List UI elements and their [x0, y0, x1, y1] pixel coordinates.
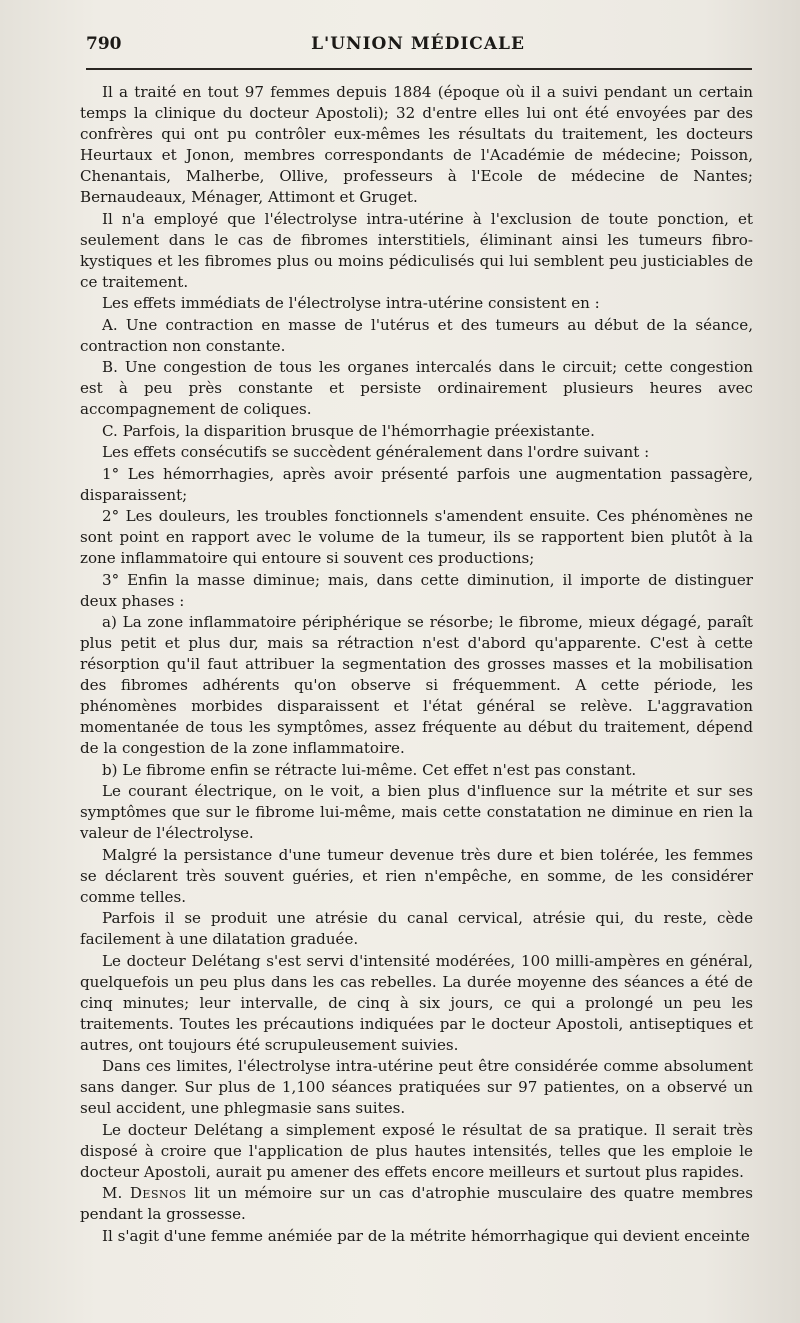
paragraph: Parfois il se produit une atrésie du canal cervical, atrésie qui, du reste, cède facilement à une dilatation graduée.	[80, 909, 753, 948]
desnos-rest: lit un mémoire sur un cas d'atrophie musculaire des quatre membres pendant la grossesse.	[80, 1184, 753, 1223]
author-name: Desnos	[129, 1184, 187, 1202]
paragraph: 1° Les hémorrhagies, après avoir présenté parfois une augmentation passagère, disparaissent;	[80, 464, 753, 504]
paragraph: Le docteur Delétang s'est servi d'intensité modérées, 100 milli-ampères en général, quelquefois un peu plus dans les cas rebelles. La durée moyenne des séances a été de cinq minutes; leur intervalle, de cinq à six jours, ce qui a prolongé un peu les traitements. Toutes les précautions indiquées par le docteur Apostoli, antiseptiques et autres, ont toujours été scrupuleusement suivies.	[80, 951, 753, 1054]
paragraph: Les effets immédiats de l'électrolyse intra-utérine consistent en :	[102, 294, 600, 312]
paragraph: Le docteur Delétang a simplement exposé le résultat de sa pratique. Il serait très disposé à croire que l'application de plus hautes intensités, telles que les emploie le docteur Apostoli, aurait pu amener des effets encore meilleurs et surtout plus rapides.	[80, 1120, 753, 1181]
paragraph: Malgré la persistance d'une tumeur devenue très dure et bien tolérée, les femmes se déclarent très souvent guéries, et rien n'empêche, en somme, de les considérer comme telles.	[80, 845, 753, 906]
body-text	[80, 82, 753, 1247]
paragraph: 2° Les douleurs, les troubles fonctionnels s'amendent ensuite. Ces phénomènes ne sont point en rapport avec le volume de la tumeur, ils se rapportent bien plutôt à la zone inflammatoire qui entoure si souvent ces productions;	[80, 507, 753, 567]
header-rule	[86, 68, 752, 70]
paragraph: Le courant électrique, on le voit, a bien plus d'influence sur la métrite et sur ses symptômes que sur le fibrome lui-même, mais cette constatation ne diminue en rien la valeur de l'électrolyse.	[80, 782, 753, 842]
paragraph: Les effets consécutifs se succèdent généralement dans l'ordre suivant :	[102, 443, 650, 461]
running-title: L'UNION MÉDICALE	[311, 34, 525, 54]
page-number: 790	[86, 34, 122, 54]
paragraph: Il s'agit d'une femme anémiée par de la métrite hémorrhagique qui devient enceinte	[102, 1226, 750, 1245]
paragraph: C. Parfois, la disparition brusque de l'hémorrhagie préexistante.	[102, 421, 595, 440]
paragraph-desnos	[80, 1183, 753, 1225]
paragraph: Dans ces limites, l'électrolyse intra-utérine peut être considérée comme absolument sans danger. Sur plus de 1,100 séances pratiquées sur 97 patientes, on a observé un seul accident, une phlegmasie sans suites.	[80, 1057, 753, 1117]
paragraph: B. Une congestion de tous les organes intercalés dans le circuit; cette congestion est à peu près constante et persiste ordinairement plusieurs heures avec accompagnement de coliques.	[80, 358, 753, 418]
paragraph: a) La zone inflammatoire périphérique se résorbe; le fibrome, mieux dégagé, paraît plus petit et plus dur, mais sa rétraction n'est d'abord qu'apparente. C'est à cette résorption qu'il faut attribuer la segmentation des grosses masses et la mobilisation des fibromes adhérents qu'on observe si fréquemment. A cette période, les phénomènes morbides disparaissent et l'état général se relève. L'aggravation momentanée de tous les symptômes, assez fréquente au début du traitement, dépend de la congestion de la zone inflammatoire.	[80, 613, 753, 757]
paragraph: A. Une contraction en masse de l'utérus et des tumeurs au début de la séance, contraction non constante.	[80, 315, 753, 355]
paragraph: Il a traité en tout 97 femmes depuis 1884 (époque où il a suivi pendant un certain temps la clinique du docteur Apostoli); 32 d'entre elles lui ont été envoyées par des confrères qui ont pu contrôler eux-mêmes les résultats du traitement, les docteurs Heurtaux et Jonon, membres correspondants de l'Académie de médecine; Poisson, Chenantais, Malherbe, Ollive, professeurs à l'Ecole de médecine de Nantes; Bernaudeaux, Ménager, Attimont et Gruget.	[80, 83, 753, 206]
desnos-lead: M.	[102, 1184, 130, 1202]
paragraph: Il n'a employé que l'électrolyse intra-utérine à l'exclusion de toute ponction, et seulement dans le cas de fibromes interstitiels, éliminant ainsi les tumeurs fibro-kystiques et les fibromes plus ou moins pédiculisés qui lui semblent peu justiciables de ce traitement.	[80, 209, 753, 291]
paragraph: 3° Enfin la masse diminue; mais, dans cette diminution, il importe de distinguer deux phases :	[80, 570, 753, 610]
page-header	[86, 34, 750, 58]
paragraph: b) Le fibrome enfin se rétracte lui-même. Cet effet n'est pas constant.	[102, 760, 637, 779]
